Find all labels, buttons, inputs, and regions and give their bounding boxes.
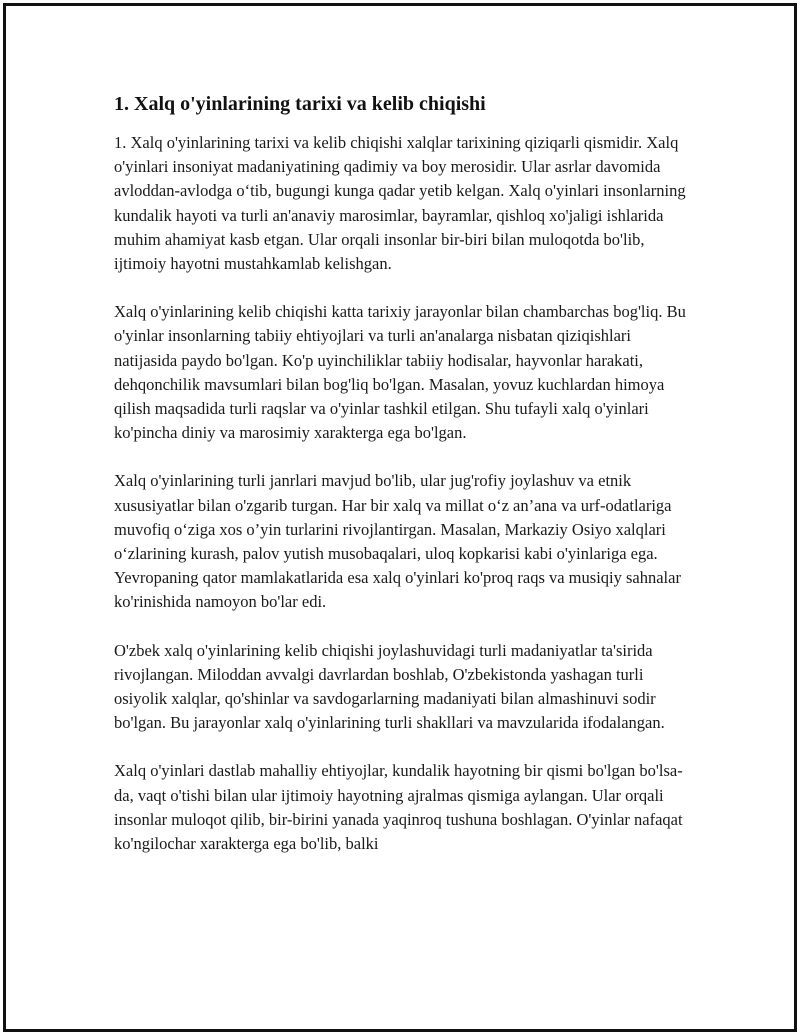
paragraph-5: Xalq o'yinlari dastlab mahalliy ehtiyojlar, kundalik hayotning bir qismi bo'lgan bo'lsa-da, vaqt o'tishi bilan ular ijtimoiy hayotning ajralmas qismiga aylangan. Ular orqali insonlar muloqot qilib, bir-birini yanada yaqinroq tushuna boshlagan. O'yinlar nafaqat ko'ngilochar xarakterga ega bo'lib, balki	[114, 761, 683, 854]
paragraph-3: Xalq o'yinlarining turli janrlari mavjud bo'lib, ular jug'rofiy joylashuv va etnik xususiyatlar bilan o'zgarib turgan. Har bir xalq va millat o‘z an’ana va urf-odatlariga muvofiq o‘ziga xos o’yin turlarini rivojlantirgan. Masalan, Markaziy Osiyo xalqlari o‘zlarining kurash, palov yutish musobaqalari, uloq kopkarisi kabi o'yinlariga ega. Yevropaning qator mamlakatlarida esa xalq o'yinlari ko'proq raqs va musiqiy sahnalar ko'rinishida namoyon bo'lar edi.	[114, 471, 681, 612]
paragraph-1: 1. Xalq o'yinlarining tarixi va kelib chiqishi xalqlar tarixining qiziqarli qismidir. Xalq o'yinlari insoniyat madaniyatining qadimiy va boy merosidir. Ular asrlar davomida avloddan-avlodga o‘tib, bugungi kunga qadar yetib kelgan. Xalq o'yinlari insonlarning kundalik hayoti va turli an'anaviy marosimlar, bayramlar, qishloq xo'jaligi ishlarida muhim ahamiyat kasb etgan. Ular orqali insonlar bir-biri bilan muloqotda bo'lib, ijtimoiy hayotni mustahkamlab kelishgan.	[114, 133, 686, 274]
paragraph-2: Xalq o'yinlarining kelib chiqishi katta tarixiy jarayonlar bilan chambarchas bog'liq. Bu o'yinlar insonlarning tabiiy ehtiyojlari va turli an'analarga nisbatan qiziqishlari natijasida paydo bo'lgan. Ko'p uyinchiliklar tabiiy hodisalar, hayvonlar harakati, dehqonchilik mavsumlari bilan bog'liq bo'lgan. Masalan, yovuz kuchlardan himoya qilish maqsadida turli raqslar va o'yinlar tashkil etilgan. Shu tufayli xalq o'yinlari ko'pincha diniy va marosimiy xarakterga ega bo'lgan.	[114, 302, 686, 443]
document-title: 1. Xalq o'yinlarining tarixi va kelib chiqishi	[114, 93, 486, 115]
paragraph-4: O'zbek xalq o'yinlarining kelib chiqishi joylashuvidagi turli madaniyatlar ta'sirida rivojlangan. Miloddan avvalgi davrlardan boshlab, O'zbekistonda yashagan turli osiyolik xalqlar, qo'shinlar va savdogarlarning madaniyati bilan almashinuvi sodir bo'lgan. Bu jarayonlar xalq o'yinlarining turli shakllari va mavzularida ifodalangan.	[114, 640, 665, 733]
document-body	[114, 90, 688, 880]
